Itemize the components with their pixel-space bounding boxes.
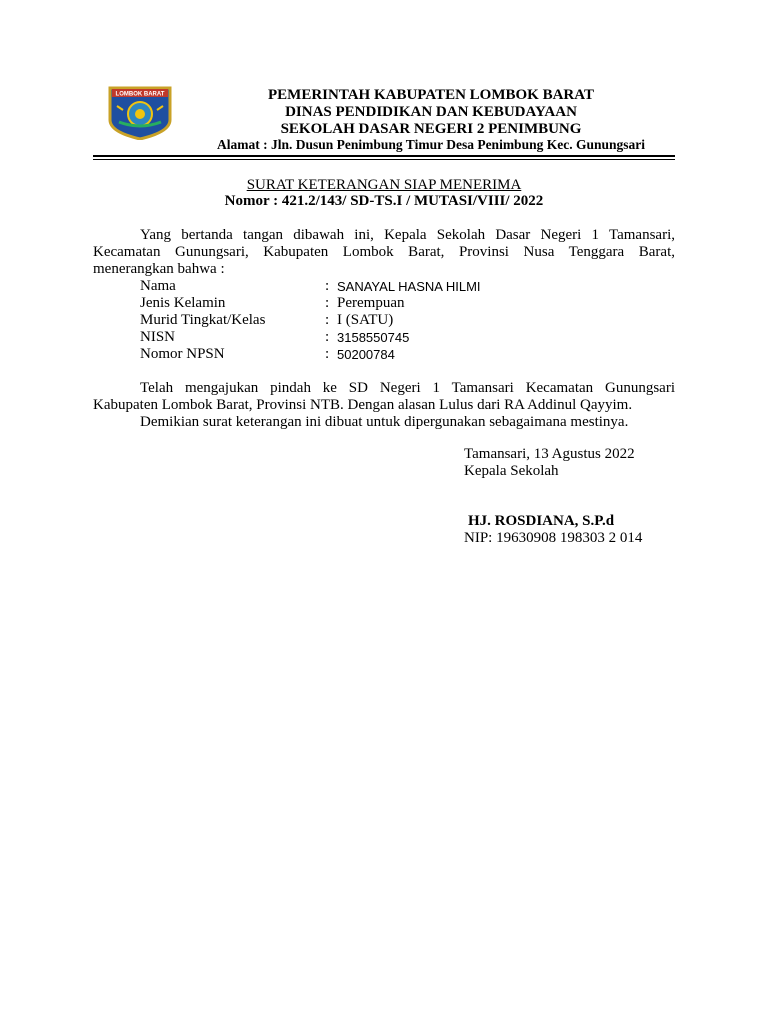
- letterhead-government: PEMERINTAH KABUPATEN LOMBOK BARAT: [268, 87, 594, 103]
- signature-position: Kepala Sekolah: [464, 463, 559, 479]
- signature-place-date: Tamansari, 13 Agustus 2022: [464, 446, 635, 462]
- intro-paragraph: [93, 227, 675, 278]
- body-line-1: Telah mengajukan pindah ke SD Negeri 1 Tamansari Kecamatan Gunungsari: [140, 380, 675, 396]
- document-number: Nomor : 421.2/143/ SD-TS.I / MUTASI/VIII/ 2022: [224, 193, 544, 209]
- document-title: SURAT KETERANGAN SIAP MENERIMA: [246, 177, 522, 193]
- letterhead-divider-thick: [93, 155, 675, 157]
- field-colon: :: [325, 329, 330, 345]
- letterhead-divider-thin: [93, 159, 675, 160]
- field-label: Jenis Kelamin: [140, 295, 226, 311]
- logo-text: LOMBOK BARAT: [115, 91, 165, 98]
- intro-line-3: menerangkan bahwa :: [93, 261, 225, 277]
- body-line-2: Kabupaten Lombok Barat, Provinsi NTB. Dengan alasan Lulus dari RA Addinul Qayyim.: [93, 397, 633, 413]
- field-label: Murid Tingkat/Kelas: [140, 312, 266, 328]
- signature-name: HJ. ROSDIANA, S.P.d: [468, 513, 615, 529]
- field-value: SANAYAL HASNA HILMI: [337, 279, 481, 294]
- letterhead-address: Alamat : Jln. Dusun Penimbung Timur Desa Penimbung Kec. Gunungsari: [217, 137, 645, 152]
- field-label: NISN: [140, 329, 176, 345]
- body-line-3: Demikian surat keterangan ini dibuat untuk dipergunakan sebagaimana mestinya.: [140, 414, 629, 430]
- regency-emblem-logo: [107, 86, 173, 140]
- field-label: Nama: [140, 278, 176, 294]
- field-colon: :: [325, 346, 330, 362]
- field-value: Perempuan: [337, 295, 405, 311]
- field-colon: :: [325, 312, 330, 328]
- letterhead-department: DINAS PENDIDIKAN DAN KEBUDAYAAN: [285, 104, 577, 120]
- field-value: 3158550745: [337, 330, 410, 345]
- letterhead-school: SEKOLAH DASAR NEGERI 2 PENIMBUNG: [280, 121, 582, 137]
- field-label: Nomor NPSN: [140, 346, 225, 362]
- intro-line-1: Yang bertanda tangan dibawah ini, Kepala Sekolah Dasar Negeri 1 Tamansari,: [140, 227, 675, 243]
- field-value: 50200784: [337, 347, 395, 362]
- body-paragraph: [93, 380, 675, 431]
- signature-nip: NIP: 19630908 198303 2 014: [464, 530, 643, 546]
- field-colon: :: [325, 278, 330, 294]
- intro-line-2: Kecamatan Gunungsari, Kabupaten Lombok Barat, Provinsi Nusa Tenggara Barat,: [93, 244, 675, 260]
- field-colon: :: [325, 295, 330, 311]
- field-value: I (SATU): [337, 312, 394, 328]
